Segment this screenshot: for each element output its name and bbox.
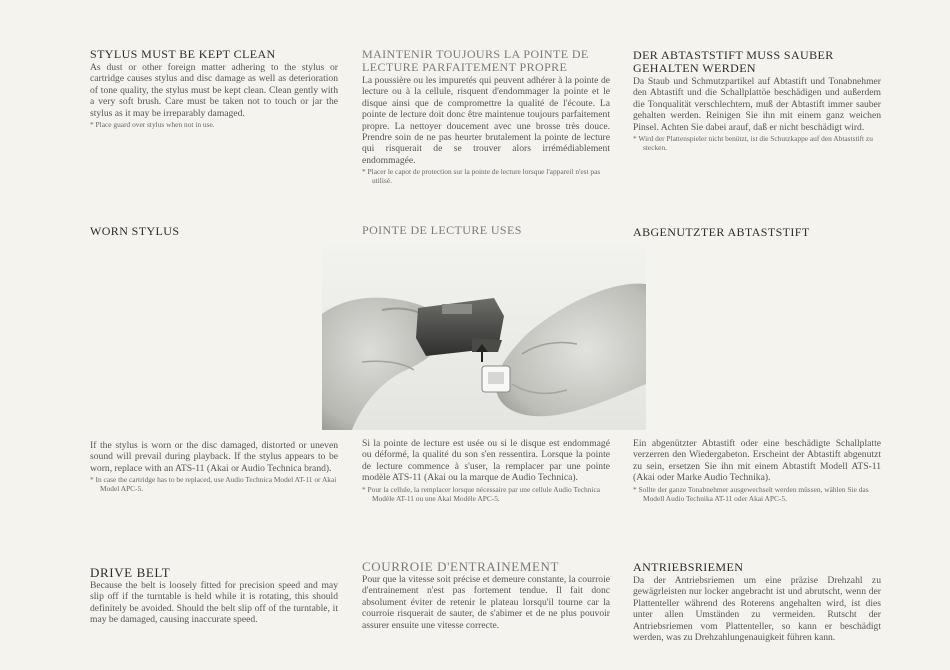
clean-section-fr — [362, 48, 610, 185]
worn-heading-en: WORN STYLUS — [90, 224, 180, 238]
worn-heading-fr: POINTE DE LECTURE USES — [362, 223, 522, 237]
belt-section-fr — [362, 560, 610, 631]
belt-heading-en: DRIVE BELT — [90, 565, 171, 580]
clean-note-fr: * Placer le capot de protection sur la pointe de lecture lorsque l'appareil n'est pas utilisé. — [362, 167, 601, 186]
clean-section-en — [90, 48, 338, 129]
belt-heading-fr: COURROIE D'ENTRAINEMENT — [362, 559, 560, 574]
clean-heading-fr: MAINTENIR TOUJOURS LA POINTE DE LECTURE PARFAITEMENT PROPRE — [362, 47, 589, 74]
worn-body-de: Ein abgenützter Abtastift oder eine beschädigte Schallplatte verzerren den Wiedergabeton. Erscheint der Abtastift abgenutzt zu sein, ersetzen Sie ihn mit einem Abtastift Modell ATS-11 (Akai oder Marke Audio Technika). — [633, 438, 881, 484]
stylus-replacement-photo — [322, 244, 646, 430]
clean-body-en: As dust or other foreign matter adhering to the stylus or cartridge causes stylus and disc damage as well as deterioration of tone quality, the stylus must be kept clean. Clean gently with a very soft brush. Care must be taken not to touch or jar the stylus as it may be irreparably damaged. — [90, 62, 338, 119]
worn-note-fr: * Pour la cellule, la remplacer lorsque nécessaire par une cellule Audio Technica Modèle AT-11 ou une Akai Modèle APC-5. — [362, 484, 601, 503]
worn-heading-en-wrap — [90, 225, 338, 239]
worn-heading-de: ABGENUTZTER ABTASTSTIFT — [633, 225, 810, 239]
hands-cartridge-illustration — [322, 244, 646, 430]
worn-section-fr — [362, 438, 610, 503]
belt-section-en — [90, 566, 338, 626]
worn-section-de — [633, 438, 881, 503]
clean-note-de: * Wird der Plattenspieler nicht benützt, ist die Schutzkappe auf den Abtaststift zu stecken. — [633, 134, 873, 153]
belt-section-de — [633, 561, 881, 643]
clean-section-de — [633, 49, 881, 152]
clean-body-de: Da Staub und Schmutzpartikel auf Abtastift und Tonabnehmer den Abtastift und die Schallplattöe beschädigen und außerdem die Tonqualität verschlechtern, muß der Abtastift immer sauber gehalten werden. Reinigen Sie ihn mit einem ganz weichen Pinsel. Achten Sie dabei arauf, daß er nicht beschädigt wird. — [633, 76, 881, 133]
worn-body-en: If the stylus is worn or the disc damaged, distorted or uneven sound will prevail during playback. If the stylus appears to be worn, replace with an ATS-11 (Akai or Audio Technica brand). — [90, 440, 338, 474]
clean-body-fr: La poussière ou les impuretés qui peuvent adhérer à la pointe de lecture ou à la cellule, risquent d'endommager la pointe et le disque ainsi que de compromettre la qualité de l'écoute. La pointe de lecture doit donc être maintenue toujours parfaitement propre. La nettoyer doucement avec une brosse très douce. Prendre soin de ne pas heurter brutalement la pointe de lecture qui risquerait de se trouver alors irrémédiablement endommagée. — [362, 75, 610, 166]
belt-body-en: Because the belt is loosely fitted for precision speed and may slip off if the turntable is held while it is rotating, this should definitely be avoided. Should the belt slip off of the turntable, it may be damaged, causing inaccurate speed. — [90, 580, 338, 626]
clean-note-en: * Place guard over stylus when not in use. — [90, 120, 215, 130]
belt-body-de: Da der Antriebsriemen um eine präzise Drehzahl zu gewägrleisten nur locker angebracht ist und abrutscht, wenn der Plattenteller während des Roterens angehalten wird, ist dies unter allen Umständen zu vermeiden. Rutscht der Antriebsriemen vom Plattenteller, so kann er beschädigt werden, was zu Drehzahlungenauigkeit führen kann. — [633, 575, 881, 644]
clean-heading-en: STYLUS MUST BE KEPT CLEAN — [90, 47, 276, 61]
worn-heading-fr-wrap — [362, 224, 610, 238]
worn-body-fr: Si la pointe de lecture est usée ou si le disque est endommagé ou déformé, la qualité du son s'en ressentira. Lorsque la pointe de lecture commence à s'user, la remplacer par une pointe modèle ATS-11 (Akai ou la marque de Audio Technica). — [362, 438, 610, 484]
worn-note-de: * Sollte der ganze Tonabnehmer ausgewechselt werden müssen, wählen Sie das Modell Audio Technika AT-11 oder Akai APC-5. — [633, 484, 869, 503]
worn-heading-de-wrap — [633, 226, 881, 240]
clean-heading-de: DER ABTASTSTIFT MUSS SAUBER GEHALTEN WERDEN — [633, 48, 834, 75]
belt-body-fr: Pour que la vitesse soit précise et demeure constante, la courroie d'entrainement n'est pas fortement tendue. Il fait donc absolument éviter de retenir le plateau lorsqu'il tourne car la courroie risquerait de sauter, de s'abimer et de ne plus pouvoir assurer ensuite une vitesse correcte. — [362, 574, 610, 631]
worn-section-en — [90, 440, 338, 493]
worn-note-en: * In case the cartridge has to be replaced, use Audio Technica Model AT-11 or Akai Model APC-5. — [90, 475, 337, 494]
belt-heading-de: ANTRIEBSRIEMEN — [633, 560, 744, 574]
